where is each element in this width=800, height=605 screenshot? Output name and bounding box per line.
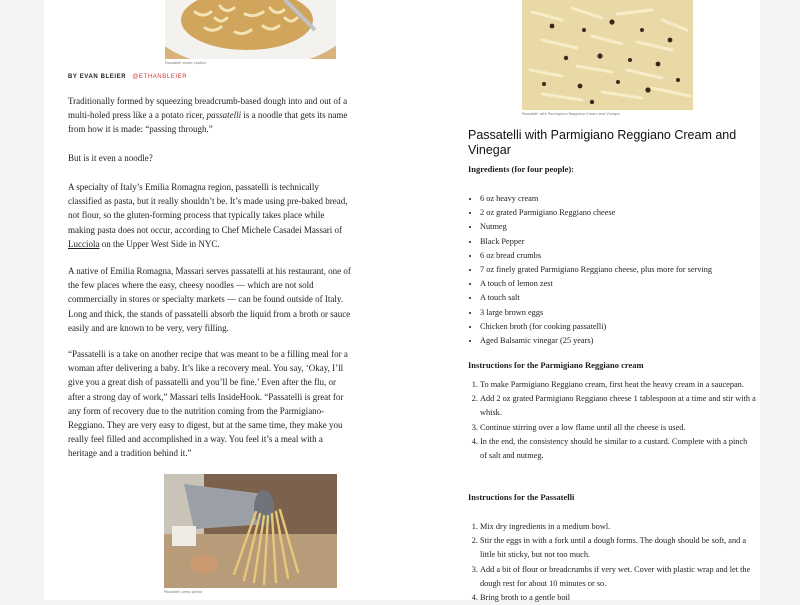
passatelli-press-image [164,474,337,588]
image-caption: Passatelli photo caption [165,61,207,65]
list-item: • 6 oz bread crumbs [480,249,712,263]
passatelli-cream-image [522,0,693,110]
image-caption: Passatelli with Parmigiano Reggiano Cream and Vinegar [522,112,620,116]
list-item: • Black Pepper [480,235,712,249]
cream-instructions-heading: Instructions for the Parmigiano Reggiano cream [468,360,644,370]
cream-steps-list [468,378,756,463]
list-item: 3. Continue stirring over a low flame until all the cheese is used. [480,421,756,435]
list-item: 2. Stir the eggs in with a fork until a dough forms. The dough should be soft, and a little bit sticky, but not too much. [480,534,756,562]
ingredients-list [468,192,712,348]
author-handle-link[interactable]: @ETHANBLEIER [132,74,188,80]
paragraph: “Passatelli is a take on another recipe that was meant to be a filling meal for a woman after delivering a baby. It’s like a recovery meal. You say, ‘Okay, I’ll give you a great dish of passatelli and you’ll be fine.’ Even after the flu, or after a strong day of work,” Massari tells InsideHook. “Passatelli is great for any form of recovery due to the nutrition coming from the Parmigiano-Reggiano. They are very easy to digest, but at the same time, they make you really feel filled and accomplished in a way. You feel it’s a meal with a heritage and a tradition behind it.” [68,349,348,459]
list-item: • Nutmeg [480,220,712,234]
list-item: 2. Add 2 oz grated Parmigiano Reggiano cheese 1 tablespoon at a time and stir with a whisk. [480,392,756,420]
paragraph: Traditionally formed by squeezing breadcrumb-based dough into and out of a multi-holed press like a a potato ricer, passatelli is a noodle that gets its name from how it is made: “passing through.” [68,96,348,135]
list-item: • A touch salt [480,291,712,305]
paragraph: But is it even a noodle? [68,153,153,163]
passatelli-bowl-image [165,0,336,59]
ingredients-heading: Ingredients (for four people): [468,164,575,174]
list-item: • Chicken broth (for cooking passatelli) [480,320,712,334]
list-item: • 7 oz finely grated Parmigiano Reggiano cheese, plus more for serving [480,263,712,277]
passatelli-steps-list [468,520,756,605]
list-item: 1. To make Parmigiano Reggiano cream, first heat the heavy cream in a saucepan. [480,378,756,392]
list-item: 1. Mix dry ingredients in a medium bowl. [480,520,756,534]
article-page [44,0,760,603]
image-caption: Passatelli press photo [164,590,203,594]
list-item: • 3 large brown eggs [480,306,712,320]
paragraph: A specialty of Italy’s Emilia Romagna region, passatelli is technically classified as pasta, but it really shouldn’t be. It’s made using pre-baked bread, not flour, so the gluten-forming process that typically takes place while making pasta does not occur, according to Chef Michele Casadei Massari of Lucciola on the Upper West Side in NYC. [68,182,348,249]
list-item: 4. Bring broth to a gentle boil [480,591,756,605]
list-item: • 6 oz heavy cream [480,192,712,206]
list-item: • Aged Balsamic vinegar (25 years) [480,334,712,348]
author-link[interactable]: BY EVAN BLEIER [68,74,127,80]
passatelli-instructions-heading: Instructions for the Passatelli [468,492,575,502]
list-item: 3. Add a bit of flour or breadcrumbs if very wet. Cover with plastic wrap and let the dough rest for about 10 minutes or so. [480,563,756,591]
list-item: • 2 oz grated Parmigiano Reggiano cheese [480,206,712,220]
recipe-title: Passatelli with Parmigiano Reggiano Cream and Vinegar [468,128,737,157]
restaurant-link[interactable]: Lucciola [68,238,100,249]
byline [68,74,187,80]
list-item: • A touch of lemon zest [480,277,712,291]
list-item: 4. In the end, the consistency should be similar to a custard. Complete with a pinch of salt and nutmeg. [480,435,756,463]
paragraph: A native of Emilia Romagna, Massari serves passatelli at his restaurant, one of the few places where the easy, cheesy noodles — which are not sold commercially in stores or specialty markets — can be found outside of Italy. Long and thick, the stands of passatelli absorb the liquid from a broth or sauce easily and are known to be very, very filling. [68,266,351,333]
